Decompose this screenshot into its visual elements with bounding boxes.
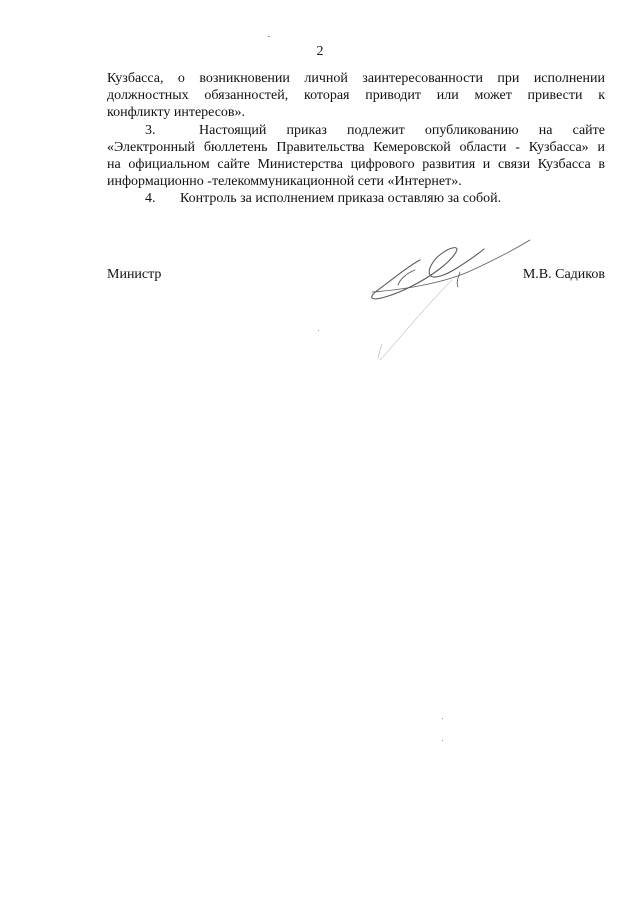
continuation-line-1: Кузбасса, о возникновении личной заинтересованности при исполнении (107, 71, 605, 86)
document-body (107, 70, 605, 208)
item-3-line-2: «Электронный бюллетень Правительства Кемеровской области - Кузбасса» и (107, 139, 605, 155)
item-4-line (107, 190, 605, 207)
signatory-title: Министр (107, 267, 162, 282)
handwritten-signature (360, 232, 540, 362)
page-number: 2 (316, 44, 324, 59)
scan-speck (442, 740, 443, 741)
signatory-name: М.В. Садиков (522, 267, 605, 282)
item-3-text-1: Настоящий приказ подлежит опубликованию на сайте (199, 122, 605, 138)
item-4-number: 4. (145, 191, 156, 207)
item-3-line-4: информационно -телекоммуникационной сети «Интернет». (107, 174, 462, 190)
item-3-line-1 (107, 122, 605, 139)
scan-speck (268, 36, 270, 37)
scan-speck (318, 330, 319, 331)
item-4-text: Контроль за исполнением приказа оставляю за собой. (180, 191, 502, 207)
item-3-line-3: на официальном сайте Министерства цифрового развития и связи Кузбасса в (107, 157, 605, 173)
item-3-number: 3. (145, 122, 156, 138)
continuation-line-2: должностных обязанностей, которая приводит или может привести к (107, 88, 605, 104)
scan-speck (442, 718, 443, 719)
continuation-line-3: конфликту интересов». (107, 105, 246, 121)
